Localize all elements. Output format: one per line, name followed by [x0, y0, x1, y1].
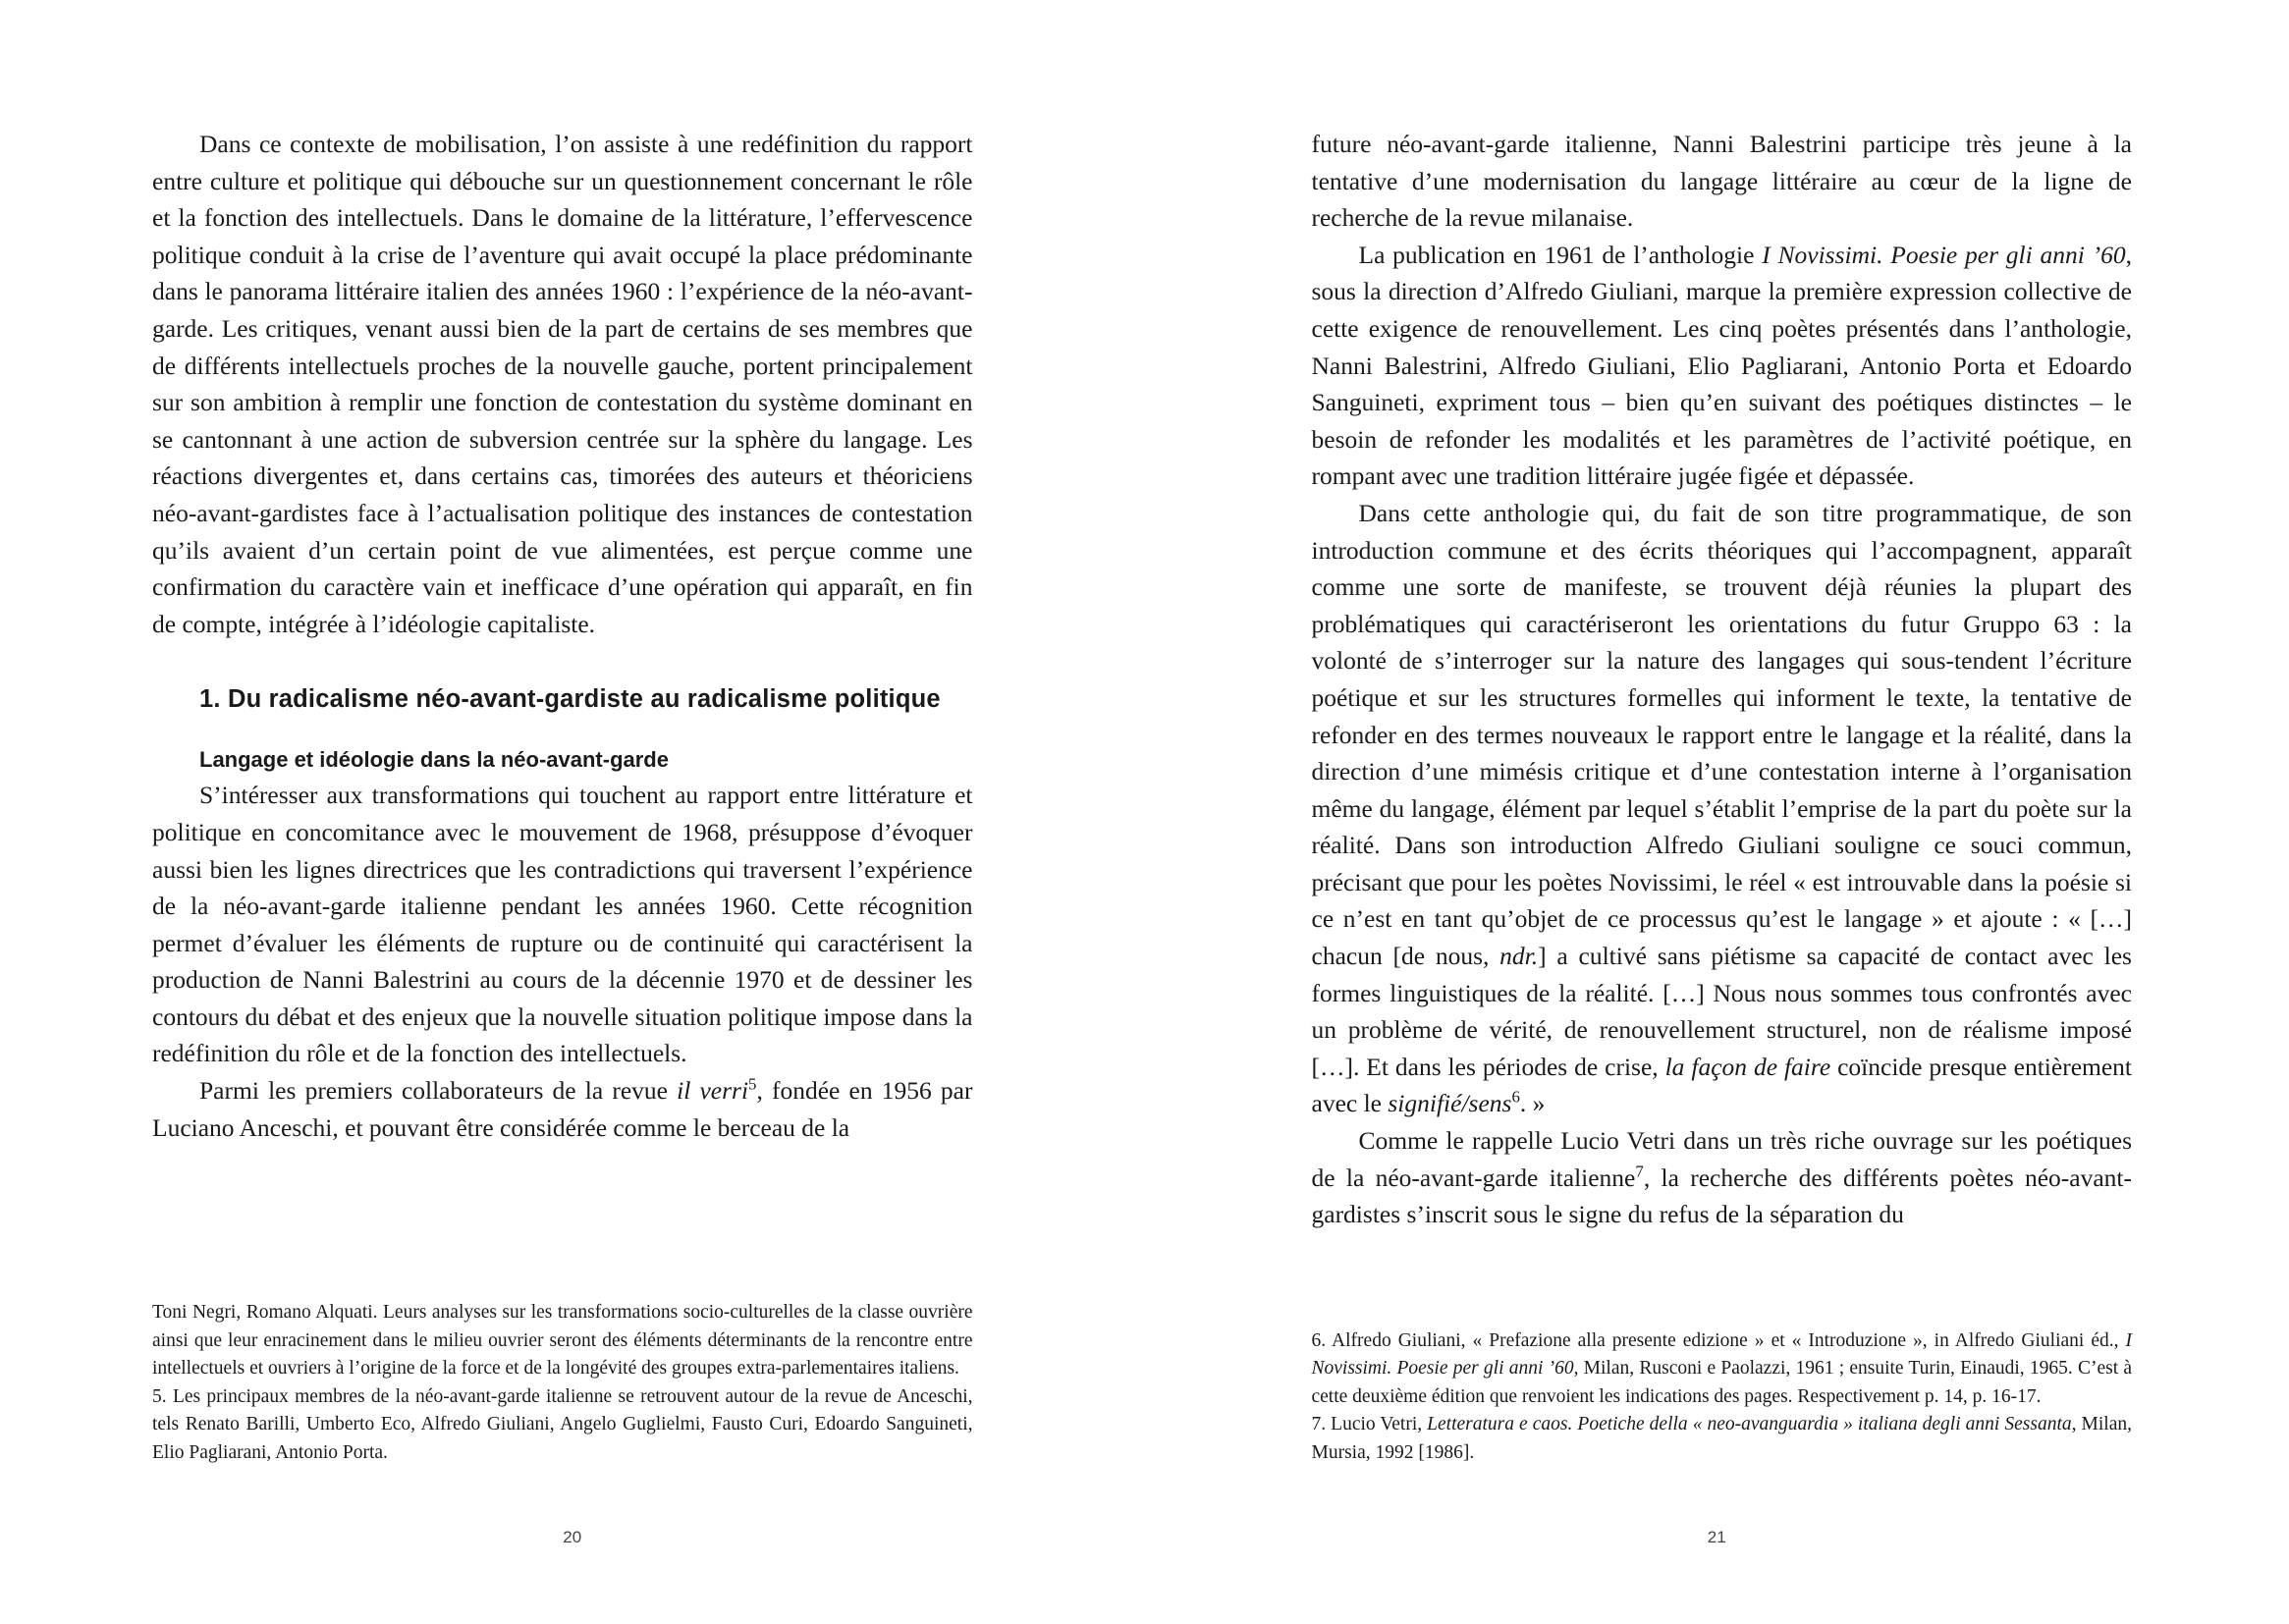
footnote-marker: 7 — [1635, 1162, 1644, 1181]
footnote-item — [152, 1383, 973, 1468]
footnote-number: 5. — [152, 1385, 167, 1407]
footnote-item: Toni Negri, Romano Alquati. Leurs analyses sur les transformations socio-culturelles de la classe ouvrière ainsi que leur enracinement dans le milieu ouvrier seront des éléments déterminants de la rencontre entre intellectuels et ouvriers à l’origine de la force et de la longévité des groupes extra-parlementaires italiens. — [152, 1302, 973, 1379]
footnote-text: , Milan, Rusconi e Paolazzi, 1961 ; ensuite Turin, Einaudi, 1965. C’est à cette deuxième édition que renvoient les indications des pages. Respectivement p. 14, p. 16-17. — [1311, 1358, 2132, 1407]
paragraph-text: . » — [1519, 1089, 1546, 1118]
italic-title: I Novissimi. Poesie per gli anni ’60 — [1311, 1329, 2132, 1379]
paragraph-text: ] a cultivé sans piétisme sa capacité de contact avec les formes linguistiques de la réalité. […] Nous nous sommes tous confrontés avec un problème de vérité, de renouvellement structurel, non de réalisme imposé […]. Et dans les périodes de crise, — [1311, 942, 2132, 1081]
paragraph-text: Comme le rappelle Lucio Vetri dans un très riche ouvrage sur les poétiques de la néo-avant-garde italienne — [1311, 1126, 2132, 1192]
paragraph-with-footnote — [1312, 1122, 2133, 1233]
page-number: 21 — [1707, 1528, 1726, 1546]
right-page-footnotes — [1312, 1327, 2133, 1468]
paragraph: Dans ce contexte de mobilisation, l’on assiste à une redéfinition du rapport entre culture et politique qui débouche sur un questionnement concernant le rôle et la fonction des intellectuels. Dans le domaine de la littérature, l’effervescence politique conduit à la crise de l’aventure qui avait occupé la place prédominante dans le panorama littéraire italien des années 1960 : l’expérience de la néo-avant-garde. Les critiques, venant aussi bien de la part de certains de ses membres que de différents intellectuels proches de la nouvelle gauche, portent principalement sur son ambition à remplir une fonction de contestation du système dominant en se cantonnant à une action de subversion centrée sur la sphère du langage. Les réactions divergentes et, dans certains cas, timorées des auteurs et théoriciens néo-avant-gardistes face à l’actualisation politique des instances de contestation qu’ils avaient d’un certain point de vue alimentées, est perçue comme une confirmation du caractère vain et inefficace d’une opération qui apparaît, en fin de compte, intégrée à l’idéologie capitaliste. — [152, 130, 973, 638]
paragraph: S’intéresser aux transformations qui touchent au rapport entre littérature et politique en concomitance avec le mouvement de 1968, présuppose d’évoquer aussi bien les lignes directrices que les contradictions qui traversent l’expérience de la néo-avant-garde italienne pendant les années 1960. Cette récognition permet d’évaluer les éléments de rupture ou de continuité qui caractérisent la production de Nanni Balestrini au cours de la décennie 1970 et de dessiner les contours du débat et des enjeux que la nouvelle situation politique impose dans la redéfinition du rôle et de la fonction des intellectuels. — [152, 781, 973, 1068]
right-page — [1145, 0, 2289, 1624]
paragraph-text: , sous la direction d’Alfredo Giuliani, marque la première expression collective de cette exigence de renouvellement. Les cinq poètes présentés dans l’anthologie, Nanni Balestrini, Alfredo Giuliani, Elio Pagliarani, Antonio Porta et Edoardo Sanguineti, expriment tous – bien qu’en suivant des poétiques distinctes – le besoin de refonder les modalités et les paramètres de l’activité poétique, en rompant avec une tradition littéraire jugée figée et dépassée. — [1311, 240, 2132, 491]
italic-title: I Novissimi. Poesie per gli anni ’60 — [1762, 240, 2126, 269]
paragraph-text: , fondée en 1956 par Luciano Anceschi, et pouvant être considérée comme le berceau de la — [152, 1076, 973, 1142]
footnote-marker: 6 — [1511, 1087, 1520, 1107]
footnote-number: 7. — [1311, 1414, 1327, 1435]
footnote-text: Lucio Vetri, — [1326, 1414, 1428, 1435]
footnote-number: 6. — [1311, 1329, 1327, 1351]
paragraph-text: , la recherche des différents poètes néo-avant-gardistes s’inscrit sous le signe du refus de la séparation du — [1311, 1163, 2132, 1229]
footnote-marker: 5 — [748, 1074, 757, 1094]
paragraph-with-italic — [152, 1072, 973, 1146]
italic-term: la façon de faire — [1664, 1052, 1831, 1081]
subsection-heading: Langage et idéologie dans la néo-avant-garde — [199, 747, 669, 773]
italic-term: signifié/sens — [1388, 1089, 1512, 1118]
paragraph-with-italic — [1312, 237, 2133, 495]
paragraph-text: coïncide presque entièrement avec le — [1311, 1052, 2132, 1118]
page-number: 20 — [563, 1528, 582, 1546]
footnote-text: Alfredo Giuliani, « Prefazione alla presente edizione » et « Introduzione », in Alfredo Giuliani éd., — [1326, 1329, 2126, 1351]
footnote-item — [1312, 1327, 2133, 1412]
footnote-text: , Milan, Mursia, 1992 [1986]. — [1311, 1414, 2132, 1463]
italic-term: ndr. — [1499, 942, 1539, 971]
footnote-text: Les principaux membres de la néo-avant-garde italienne se retrouvent autour de la revue de Anceschi, tels Renato Barilli, Umberto Eco, Alfredo Giuliani, Angelo Guglielmi, Fausto Curi, Edoardo Sanguineti, Elio Pagliarani, Antonio Porta. — [152, 1385, 973, 1463]
paragraph-text: Parmi les premiers collaborateurs de la revue — [199, 1076, 678, 1106]
paragraph-continued: future néo-avant-garde italienne, Nanni Balestrini participe très jeune à la tentative d’une modernisation du langage littéraire au cœur de la ligne de recherche de la revue milanaise. — [1311, 130, 2132, 233]
paragraph-text: La publication en 1961 de l’anthologie — [1358, 240, 1763, 269]
paragraph-with-quotation — [1312, 495, 2133, 1122]
italic-title: il verri — [677, 1076, 749, 1106]
right-page-text-column — [1312, 126, 2133, 1233]
left-page-text-column — [152, 126, 973, 1146]
italic-title: Letteratura e caos. Poetiche della « neo-avanguardia » italiana degli anni Sessanta — [1427, 1414, 2072, 1435]
left-page-footnotes — [152, 1299, 973, 1467]
section-heading: 1. Du radicalisme néo-avant-gardiste au radicalisme politique — [199, 685, 941, 714]
footnote-item — [1312, 1411, 2133, 1467]
paragraph-text: Dans cette anthologie qui, du fait de son titre programmatique, de son introduction commune et des écrits théoriques qui l’accompagnent, apparaît comme une sorte de manifeste, se trouvent déjà réunies la plupart des problématiques qui caractériseront les orientations du futur Gruppo 63 : la volonté de s’interroger sur la nature des langages qui sous-tendent l’écriture poétique et sur les structures formelles qui informent le texte, la tentative de refonder en des termes nouveaux le rapport entre le langage et la réalité, dans la direction d’une mimésis critique et d’une contestation interne à l’organisation même du langage, élément par lequel s’établit l’emprise de la part du poète sur la réalité. Dans son introduction Alfredo Giuliani souligne ce souci commun, précisant que pour les poètes Novissimi, le réel « est introuvable dans la poésie si ce n’est en tant qu’objet de ce processus qu’est le langage » et ajoute : « […] chacun [de nous, — [1311, 498, 2132, 971]
